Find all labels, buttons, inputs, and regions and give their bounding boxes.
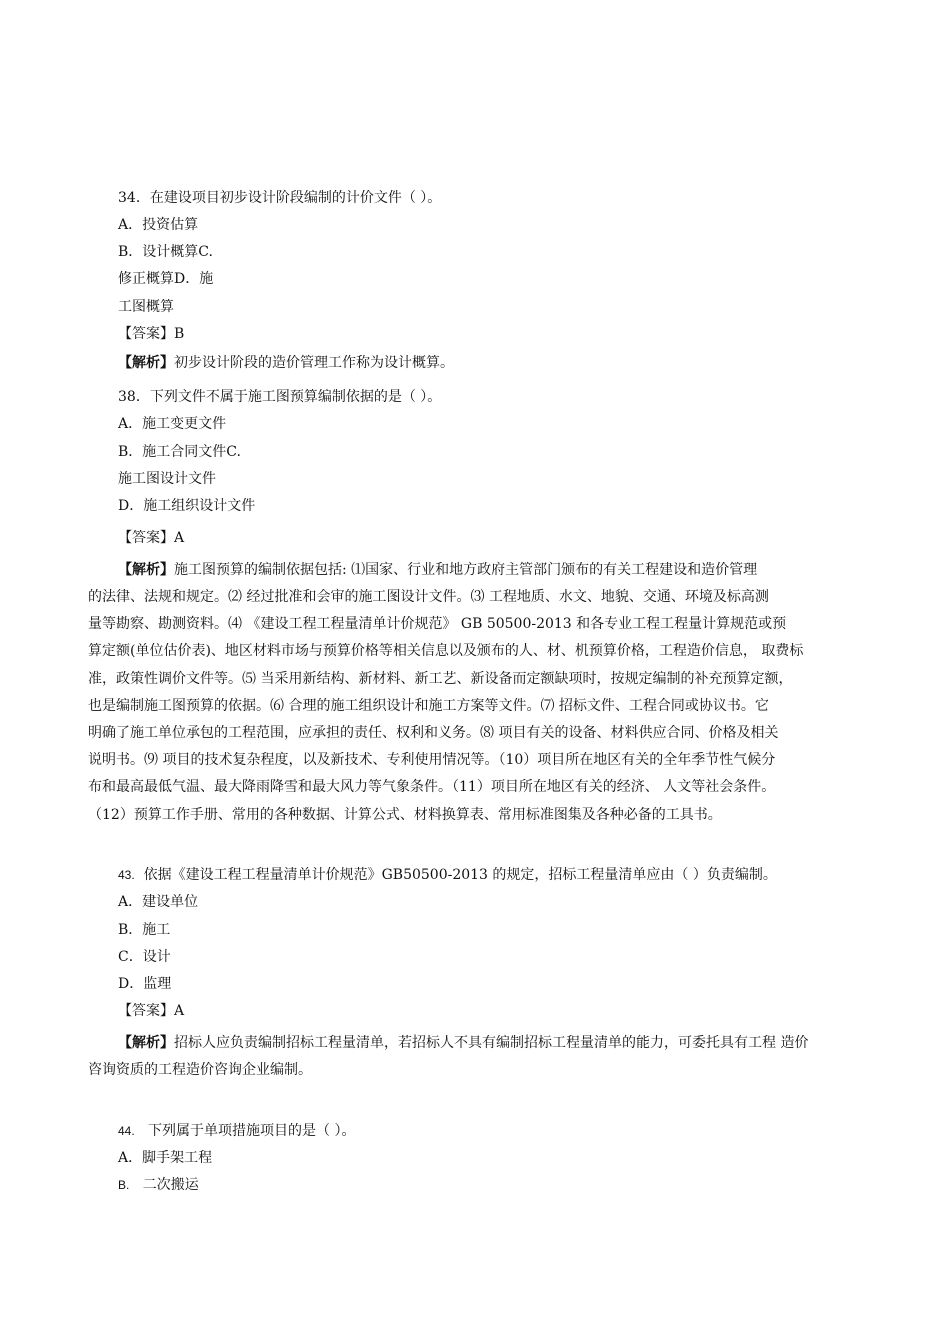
question-43-option-a: A．建设单位 [118,894,199,910]
analysis-line: 的法律、法规和规定。⑵ 经过批准和会审的施工图设计文件。⑶ 工程地质、水文、地貌、交通、环境及标高测 [88,589,769,605]
analysis-line: 也是编制施工图预算的依据。⑹ 合理的施工组织设计和施工方案等文件。⑺ 招标文件、工程合同或协议书。它 [88,698,769,714]
question-34-answer [118,324,184,344]
answer-label: 【答案】 [118,1003,174,1019]
question-43-option-b: B．施工 [118,922,171,938]
question-44-title [118,1121,356,1141]
question-34-option-b: B．设计概算C. [118,244,213,260]
analysis-label: 【解析】 [118,1035,174,1051]
analysis-line: （12）预算工作手册、常用的各种数据、计算公式、材料换算表、常用标准图集及各种必备的工具书。 [88,807,722,823]
question-38-option-b: B．施工合同文件C. [118,444,241,460]
question-38-option-d: D．施工组织设计文件 [118,498,256,514]
analysis-text: 施工图预算的编制依据包括: ⑴国家、行业和地方政府主管部门颁布的有关工程建设和造价管理 [174,562,758,578]
question-43-option-c: C．设计 [118,949,171,965]
question-43-answer [118,1001,184,1021]
question-38-option-c: 施工图设计文件 [118,471,216,487]
analysis-line: 明确了施工单位承包的工程范围，应承担的责任、权利和义务。⑻ 项目有关的设备、材料供应合同、价格及相关 [88,725,779,741]
question-44-option-a: A．脚手架工程 [118,1150,213,1166]
option-text: 二次搬运 [142,1177,199,1193]
question-text: 下列属于单项措施项目的是（ ）。 [148,1123,356,1139]
question-34-option-d: 工图概算 [118,299,174,315]
question-38-option-a: A．施工变更文件 [118,416,227,432]
analysis-line [118,560,757,580]
analysis-text: 初步设计阶段的造价管理工作称为设计概算。 [174,355,454,371]
answer-value: A [174,530,185,546]
question-text: 依据《建设工程工程量清单计价规范》GB50500-2013 的规定，招标工程量清单应由（ ）负责编制。 [143,867,777,883]
analysis-text: 招标人应负责编制招标工程量清单，若招标人不具有编制招标工程量清单的能力，可委托具有工程 造价 [174,1035,809,1051]
question-number: 44. [118,1124,135,1138]
question-44-option-b [118,1175,199,1195]
question-38-title: 38．下列文件不属于施工图预算编制依据的是（ ）。 [118,389,442,405]
question-number: 43. [118,868,135,882]
answer-label: 【答案】 [118,530,174,546]
question-43-title [118,865,777,885]
analysis-label: 【解析】 [118,562,174,578]
option-letter: B. [118,1178,130,1192]
question-34-option-a: A．投资估算 [118,217,199,233]
question-34-title: 34．在建设项目初步设计阶段编制的计价文件（ ）。 [118,190,442,206]
analysis-line: 算定额(单位估价表)、地区材料市场与预算价格等相关信息以及颁布的人、材、机预算价格，工程造价信息， 取费标 [88,643,804,659]
answer-label: 【答案】 [118,326,174,342]
answer-value: B [174,326,185,342]
analysis-line: 量等勘察、勘测资料。⑷ 《建设工程工程量清单计价规范》 GB 50500-2013 和各专业工程工程量计算规范或预 [88,616,787,632]
analysis-line [118,1033,808,1053]
question-43-option-d: D．监理 [118,976,172,992]
answer-value: A [174,1003,185,1019]
analysis-line: 准，政策性调价文件等。⑸ 当采用新结构、新材料、新工艺、新设备而定额缺项时，按规定编制的补充预算定额， [88,671,793,687]
question-34-analysis [118,353,454,373]
analysis-line: 布和最高最低气温、最大降雨降雪和最大风力等气象条件。（11）项目所在地区有关的经济、 人文等社会条件。 [88,779,776,795]
question-34-option-c: 修正概算D．施 [118,271,214,287]
analysis-line: 说明书。⑼ 项目的技术复杂程度，以及新技术、专利使用情况等。（10）项目所在地区有关的全年季节性气候分 [88,752,776,768]
question-38-answer [118,528,184,548]
analysis-label: 【解析】 [118,355,174,371]
analysis-line: 咨询资质的工程造价咨询企业编制。 [88,1062,312,1078]
